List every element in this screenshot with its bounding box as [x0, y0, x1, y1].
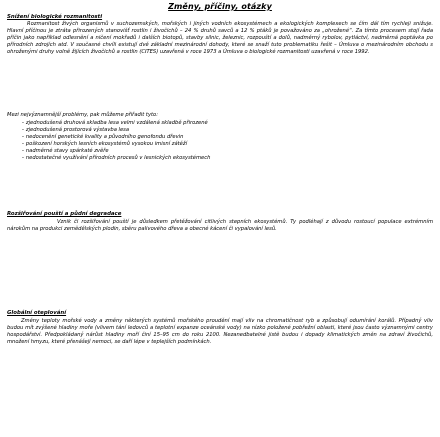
list-item: - zjednodušená druhová skladba lesa velmi vzdálená skladbě přirozené [22, 120, 210, 127]
document-title: Změny, příčiny, otázky [168, 2, 272, 11]
section-heading-desertification: Rozšiřování pouští a půdní degradace [7, 211, 122, 217]
problems-list-intro: Mezi nejvýznamnější problémy, pak můžeme přiřadit tyto: [7, 112, 158, 118]
problems-list [22, 120, 210, 161]
section-paragraph-global-warming: Změny teploty mořské vody a změny některých systémů mořského proudění mají vliv na chromatičnost ryb a způsobují odumírání korálů. Případný vliv budou mít zvýšené hladiny moře (vlivem tání ledovců a teplotní expanze oceánské vody) na nízko položené pobřežní oblasti, které jsou často významnými centry hospodářství. Předpokládaný nárůst hladiny moří činí 15–95 cm do roku 2100. Nezanedbatelné jistě budou i dopady klimatických změn na zdraví živočichů, množení hmyzu, které přenášejí nemoci, se daří lépe v teplejších podmínkách. [7, 318, 433, 345]
list-item: - zjednodušená prostorová výstavba lesa [22, 127, 210, 134]
section-heading-biodiversity: Snížení biologické rozmanitosti [7, 14, 103, 20]
section-paragraph-desertification: Vznik či rozšiřování pouští je důsledkem přetěžování citlivých stepních ekosystémů. Ty podléhají z důvodu rostoucí populace extrémním nárokům na produkci zemědělských plodin, sběru palivového dřeva a obecné kácení či vypalování lesů. [7, 219, 433, 232]
section-paragraph-biodiversity: Rozmanitost živých organismů v suchozemských, mořských i jiných vodních ekosystémech a ekologických komplexech se čím dál tím rychleji snižuje. Hlavní příčinou je ztráta přirozených stanovišť rostlin i živočichů – 24 % druhů savců a 12 % ptáků je považováno za „ohrožené“. Za tímto procesem stojí řada příčin jako například odlesnění a ničení mokřadů i dalších biotopů, stavby silnic, železnic, rozpouští a dolů, nadměrný rybolov, pytláctví, nadměrná poptávka po přírodních zdrojích atd. V současné chvíli existují dvě základní mezinárodní dohody, které se snaží tuto problematiku řešit – Úmluva o mezinárodním obchodu s ohroženými druhy volně žijících živočichů a rostlin (CITES) uzavřená v roce 1973 a Úmluva o biologické rozmanitosti uzavřená v roce 1992. [7, 21, 433, 55]
list-item: - nedocenění genetické kvality a původního genofondu dřevin [22, 134, 210, 141]
list-item: - nedostatečné využívání přírodních procesů v lesnických ekosystémech [22, 155, 210, 162]
list-item: - poškození horských lesních ekosystémů vysokou imisní zátěží [22, 141, 210, 148]
section-heading-global-warming: Globální oteplování [7, 310, 67, 316]
list-item: - nadměrné stavy spárkaté zvěře [22, 148, 210, 155]
